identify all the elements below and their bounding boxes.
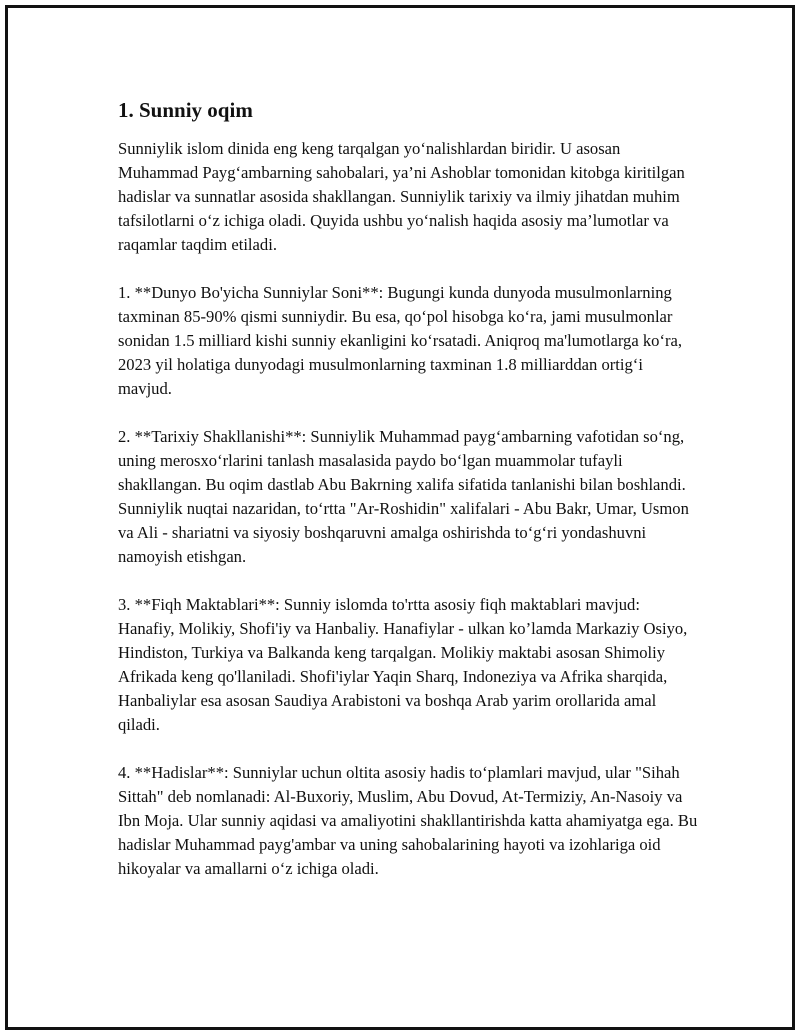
intro-paragraph: Sunniylik islom dinida eng keng tarqalgan yo‘nalishlardan biridir. U asosan Muhammad Payg‘ambarning sahobalari, ya’ni Ashoblar tomonidan kitobga kiritilgan hadislar va sunnatlar asosida shakllangan. Sunniylik tarixiy va ilmiy jihatdan muhim tafsilotlarni o‘z ichiga oladi. Quyida ushbu yo‘nalish haqida asosiy ma’lumotlar va raqamlar taqdim etiladi.	[118, 139, 685, 254]
paragraph-sunni-population: 1. **Dunyo Bo'yicha Sunniylar Soni**: Bugungi kunda dunyoda musulmonlarning taxminan 85-90% qismi sunniydir. Bu esa, qo‘pol hisobga ko‘ra, jami musulmonlar sonidan 1.5 milliard kishi sunniy ekanligini ko‘rsatadi. Aniqroq ma'lumotlarga ko‘ra, 2023 yil holatiga dunyodagi musulmonlarning taxminan 1.8 milliarddan ortig‘i mavjud.	[118, 283, 683, 398]
paragraph-fiqh-schools: 3. **Fiqh Maktablari**: Sunniy islomda to'rtta asosiy fiqh maktablari mavjud: Hanafiy, Molikiy, Shofi'iy va Hanbaliy. Hanafiylar - ulkan ko’lamda Markaziy Osiyo, Hindiston, Turkiya va Balkanda keng tarqalgan. Molikiy maktabi asosan Shimoliy Afrikada keng qo'llaniladi. Shofi'iylar Yaqin Sharq, Indoneziya va Afrika sharqida, Hanbaliylar esa asosan Saudiya Arabistoni va boshqa Arab yarim orollarida amal qiladi.	[118, 595, 688, 734]
section-heading: 1. Sunniy oqim	[118, 98, 253, 122]
page-frame	[5, 5, 795, 1030]
paragraph-historical-formation: 2. **Tarixiy Shakllanishi**: Sunniylik Muhammad payg‘ambarning vafotidan so‘ng, uning merosxo‘rlarini tanlash masalasida paydo bo‘lgan muammolar tufayli shakllangan. Bu oqim dastlab Abu Bakrning xalifa sifatida tanlanishi bilan boshlandi. Sunniylik nuqtai nazaridan, to‘rtta "Ar-Roshidin" xalifalari - Abu Bakr, Umar, Usmon va Ali - shariatni va siyosiy boshqaruvni amalga oshirishda to‘g‘ri yondashuvni namoyish etishgan.	[118, 427, 689, 566]
paragraph-hadith-collections: 4. **Hadislar**: Sunniylar uchun oltita asosiy hadis to‘plamlari mavjud, ular "Sihah Sittah" deb nomlanadi: Al-Buxoriy, Muslim, Abu Dovud, At-Termiziy, An-Nasoiy va Ibn Moja. Ular sunniy aqidasi va amaliyotini shakllantirishda katta ahamiyatga ega. Bu hadislar Muhammad payg'ambar va uning sahobalarining hayoti va izohlariga oid hikoyalar va amallarni o‘z ichiga oladi.	[118, 763, 698, 878]
document-body	[118, 96, 700, 905]
